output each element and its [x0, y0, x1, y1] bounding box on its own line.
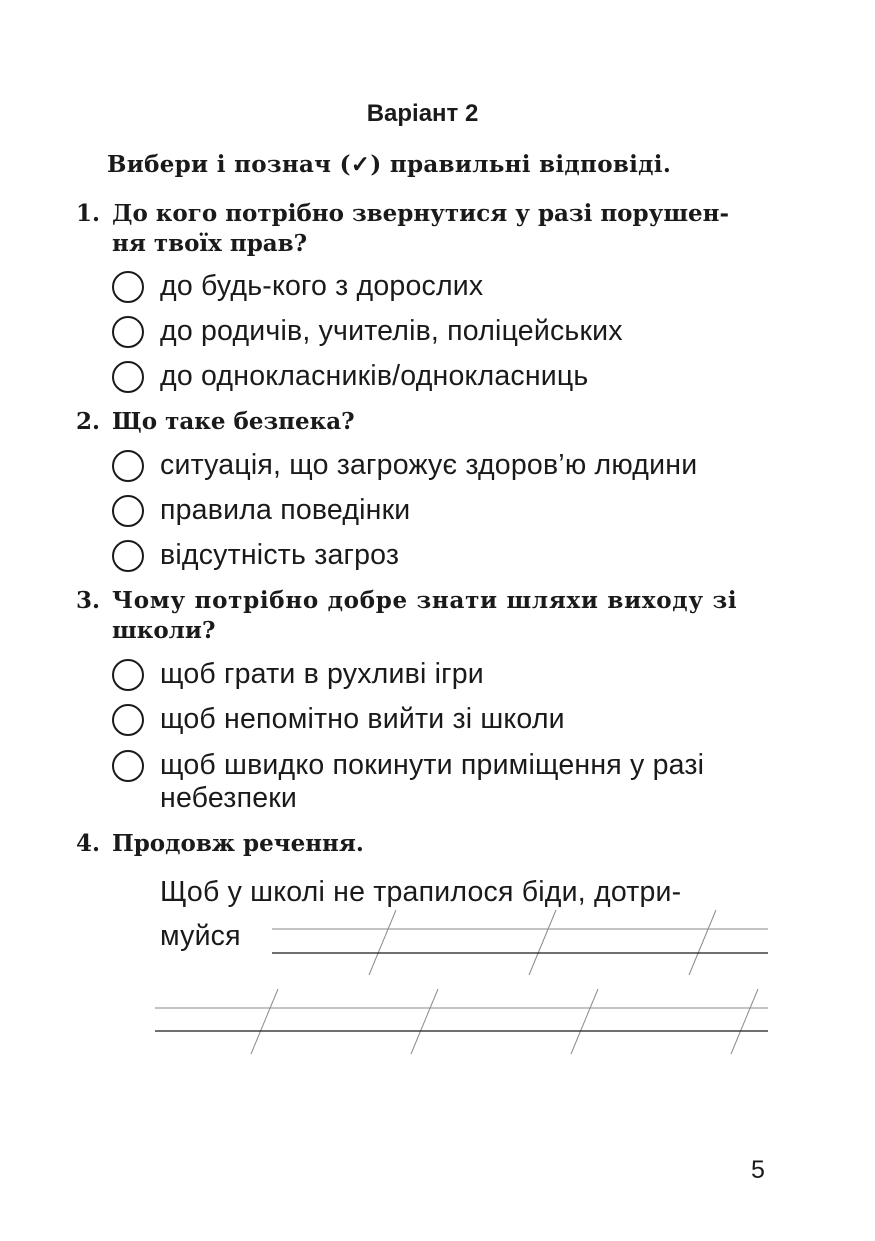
- slant-line: [411, 989, 438, 1054]
- slant-line: [689, 910, 716, 975]
- page-title: Варіант 2: [366, 100, 479, 127]
- question-4-text-line-1: Продовж речення.: [112, 830, 364, 857]
- option-1-1-label: до будь-кого з дорослих: [160, 270, 484, 302]
- question-1-text-line-1: До кого потрібно звернутися у разі порушен-: [112, 200, 730, 227]
- question-3-number: 3.: [76, 587, 101, 614]
- instruction: Вибери і познач (✓) правильні відповіді.: [107, 151, 672, 178]
- question-1-text-line-2: ня твоїх прав?: [112, 230, 308, 257]
- option-2-1-label: ситуація, що загрожує здоров’ю людини: [160, 449, 698, 481]
- question-2-text-line-1: Що таке безпека?: [112, 408, 355, 435]
- slant-line: [369, 910, 396, 975]
- question-3-text-line-1: Чому потрібно добре знати шляхи виходу зі: [112, 587, 738, 614]
- option-1-3-label: до однокласників/однокласниць: [160, 360, 589, 392]
- question-3-text-line-2: школи?: [112, 617, 216, 644]
- sentence-line-1: Щоб у школі не трапилося біди, дотри-: [160, 876, 682, 908]
- page-number: 5: [751, 1156, 765, 1184]
- slant-line: [251, 989, 278, 1054]
- sentence-line-2: муйся: [160, 920, 241, 952]
- option-3-3-label-line-2: небезпеки: [160, 782, 298, 814]
- question-4-number: 4.: [76, 830, 101, 857]
- slant-line: [529, 910, 556, 975]
- option-2-3-label: відсутність загроз: [160, 539, 400, 571]
- question-1-number: 1.: [76, 200, 101, 227]
- option-3-3-label-line-1: щоб швидко покинути приміщення у разі: [160, 749, 705, 781]
- option-2-2-label: правила поведінки: [160, 494, 411, 526]
- option-3-2-label: щоб непомітно вийти зі школи: [160, 703, 565, 735]
- option-3-1-label: щоб грати в рухливі ігри: [160, 658, 484, 690]
- question-2-number: 2.: [76, 408, 101, 435]
- option-1-2-label: до родичів, учителів, поліцейських: [160, 315, 623, 347]
- slant-line: [731, 989, 758, 1054]
- slant-line: [571, 989, 598, 1054]
